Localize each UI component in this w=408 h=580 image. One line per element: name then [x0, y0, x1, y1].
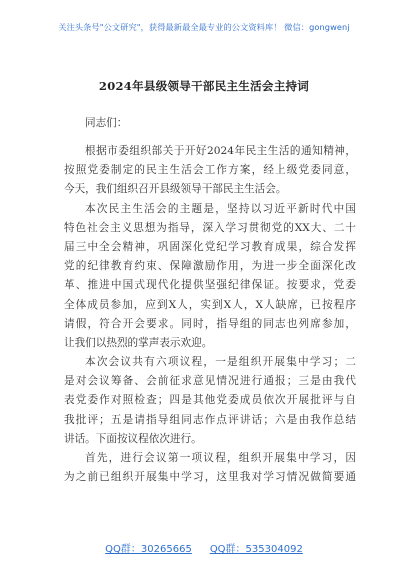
text-line: 首先，进行会议第一项议程，组织开展集中学习，因 — [85, 452, 356, 464]
paragraph — [64, 449, 356, 487]
paragraph — [64, 353, 356, 449]
footer-contact — [0, 540, 408, 555]
text-line: 革、推进中国式现代化提供坚强纪律保证。按要求，党委 — [64, 279, 356, 292]
text-line: 让我们以热烈的掌声表示欢迎。 — [64, 336, 213, 349]
text-line: 按照党委制定的民主生活会工作方案，经上级党委同意， — [64, 164, 356, 177]
text-line: 特色社会主义思想为指导，深入学习贯彻党的XX大、二十 — [64, 221, 356, 234]
paragraph — [64, 142, 356, 200]
qq-group-1: QQ群：30265665 — [105, 544, 192, 555]
document-body — [64, 114, 356, 487]
header-banner: 关注头条号"公文研究"，获得最新最全最专业的公文资料库！ 微信：gongwenj — [58, 22, 350, 32]
text-line: 表党委作对照检查；四是其他党委成员依次开展批评与自 — [64, 394, 356, 407]
text-line: 届三中全会精神，巩固深化党纪学习教育成果，综合发挥 — [64, 240, 356, 253]
text-line: 全体成员参加，应到X人，实到X人，X人缺席，已按程序 — [64, 298, 356, 311]
text-line: 今天，我们组织召开县级领导干部民主生活会。 — [64, 183, 287, 196]
text-line: 请假，符合开会要求。同时，指导组的同志也列席参加， — [64, 317, 356, 330]
salutation: 同志们： — [85, 117, 128, 129]
document-title: 2024年县级领导干部民主生活会主持词 — [98, 79, 310, 93]
text-line: 为之前已组织开展集中学习，这里我对学习情况做简要通 — [64, 471, 356, 484]
text-line: 是对会议筹备、会前征求意见情况进行通报；三是由我代 — [64, 375, 356, 388]
text-line: 本次民主生活会的主题是，坚持以习近平新时代中国 — [85, 202, 356, 215]
text-line: 讲话。下面按议程依次进行。 — [64, 432, 202, 445]
text-line: 党的纪律教育约束、保障激励作用，为进一步全面深化改 — [64, 260, 356, 273]
text-line: 根据市委组织部关于开好2024年民主生活的通知精神， — [85, 145, 356, 157]
paragraph — [64, 200, 356, 354]
qq-group-2: QQ群：535304092 — [209, 544, 303, 555]
text-line: 我批评；五是请指导组同志作点评讲话；六是由我作总结 — [64, 413, 356, 426]
text-line: 本次会议共有六项议程，一是组织开展集中学习；二 — [85, 356, 356, 369]
